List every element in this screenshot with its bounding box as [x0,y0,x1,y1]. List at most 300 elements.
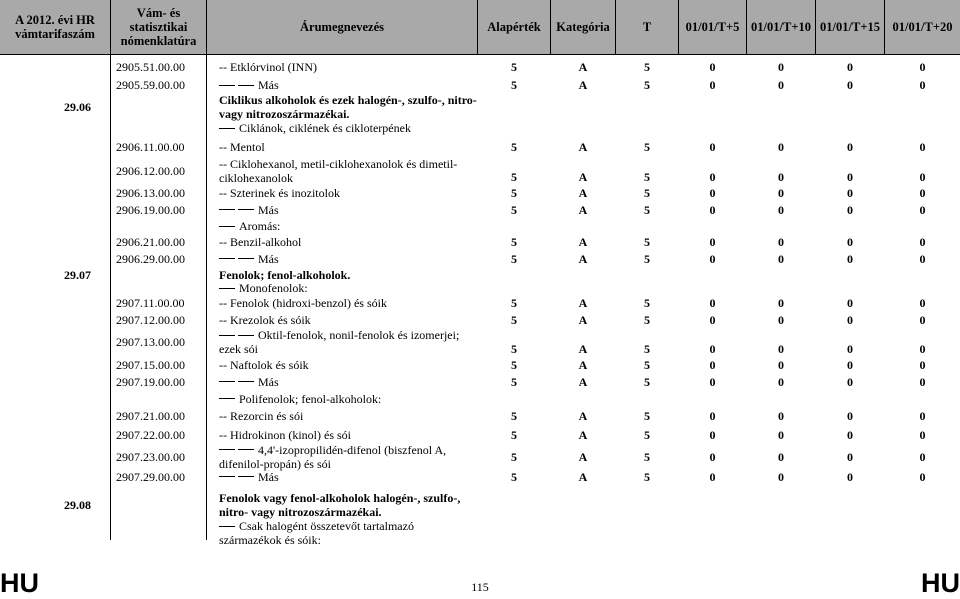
nomenclature-code: 2907.12.00.00 [116,312,185,327]
description-text: Krezolok és sóik [230,312,311,327]
hr-heading-code: 29.06 [64,100,91,114]
nomenclature-code: 2907.13.00.00 [116,335,185,349]
rate-cell [885,218,960,234]
nomenclature-code [116,120,206,136]
rate-cell: 0 [847,357,853,372]
nomenclature-code: 2907.11.00.00 [116,295,185,310]
nomenclature-code [116,282,206,294]
rate-cell [551,120,615,136]
rate-cell: 5 [511,295,517,310]
rate-cell [747,267,815,282]
rate-cell [616,485,678,525]
hr-heading-code [64,218,110,234]
indent-dash [219,526,235,527]
indent-prefix: -- [219,312,227,327]
table-row [0,76,960,94]
rate-cell: A [578,427,588,442]
hr-heading-code [64,76,110,94]
rate-cell: 0 [709,235,716,249]
rate-cell: 0 [847,469,853,484]
rate-cell [551,390,615,407]
description-text: Fenolok vagy fenol-alkoholok halogén-, szulfo-, nitro- vagy nitrozoszármazékai. [219,491,461,519]
nomenclature-code: 2907.22.00.00 [116,427,185,442]
rate-cell [616,218,678,234]
rate-cell: 0 [709,202,716,217]
rate-cell: 0 [709,449,716,464]
indent-dash [219,476,235,477]
rate-cell [478,485,550,525]
rate-cell: 0 [709,295,716,310]
table-row [0,390,960,407]
description-text: Más [258,202,279,217]
nomenclature-code: 2906.12.00.00 [116,163,185,178]
rate-cell: 0 [919,449,926,464]
hr-heading-code [64,356,110,373]
rate-cell [816,390,884,407]
rate-cell: 0 [709,342,716,356]
rate-cell [478,282,550,294]
rate-cell [478,390,550,407]
hr-heading-code [64,311,110,328]
nomenclature-code [116,390,206,407]
rate-cell: 0 [778,295,784,310]
rate-cell: 0 [847,312,853,327]
hr-heading-code [64,157,110,184]
rate-cell: 0 [847,185,853,200]
table-row [0,184,960,201]
rate-cell [885,282,960,294]
rate-cell [478,120,550,136]
table-row [0,311,960,328]
rate-cell: A [578,60,588,74]
rate-cell: 5 [644,427,650,442]
indent-dash [219,335,235,336]
nomenclature-code [116,267,206,282]
hr-heading-code [64,250,110,267]
description-cell [219,157,477,184]
rate-cell: 5 [511,449,517,464]
rate-cell: 0 [919,185,926,200]
rate-cell: 5 [644,139,650,154]
table-row [0,328,960,356]
table-row [0,157,960,184]
rate-cell [885,120,960,136]
rate-cell: A [578,342,588,356]
table-row [0,356,960,373]
page-number: 115 [471,580,489,594]
nomenclature-code: 2906.11.00.00 [116,139,185,154]
rate-cell [616,390,678,407]
rate-cell: 0 [778,235,784,249]
description-text: Oktil-fenolok, nonil-fenolok és izomerjei; ezek sói [219,328,460,356]
nomenclature-code: 2907.29.00.00 [116,469,185,484]
indent-dash [238,381,254,382]
rate-cell: 0 [709,469,716,484]
description-cell [219,94,477,120]
hr-heading-code [64,525,110,541]
hr-heading-code [64,282,110,294]
table-row [0,424,960,445]
indent-prefix: -- [219,427,227,442]
footer-country-right: HU [921,568,960,598]
rate-cell: 0 [919,295,926,310]
table-row [0,120,960,136]
indent-prefix: -- [219,185,227,200]
rate-cell [616,120,678,136]
rate-cell: 5 [644,374,650,389]
header-base-rate: Alapérték [487,20,541,34]
rate-cell: A [578,78,588,92]
rate-cell: 0 [919,60,926,74]
nomenclature-code: 2907.21.00.00 [116,408,185,423]
description-text: Etklórvinol (INN) [230,60,317,74]
rate-cell [747,218,815,234]
column-divider [550,0,551,54]
header-t15: 01/01/T+15 [820,20,880,34]
rate-cell [679,282,746,294]
rate-cell: 5 [644,408,650,423]
rate-cell [816,94,884,120]
table-row [0,373,960,390]
rate-cell: 0 [847,427,853,442]
indent-dash [219,258,235,259]
rate-cell [885,485,960,525]
rate-cell: 0 [709,170,716,184]
rate-cell: 0 [778,357,784,372]
rate-cell: 0 [847,251,853,266]
rate-cell: 0 [778,469,784,484]
indent-dash [219,209,235,210]
description-cell [219,58,477,76]
rate-cell [747,525,815,541]
rate-cell: 5 [511,427,517,442]
rate-cell [551,485,615,525]
rate-cell: 0 [778,60,784,74]
rate-cell [551,218,615,234]
rate-cell: 0 [919,408,926,423]
rate-cell [747,390,815,407]
rate-cell [551,267,615,282]
footer-country-left: HU [0,568,39,598]
description-cell [219,282,477,294]
indent-prefix: -- [219,357,227,372]
rate-cell: 5 [511,60,517,74]
description-text: Más [258,469,279,484]
rate-cell: 0 [709,78,716,92]
indent-dash [238,209,254,210]
description-text: Csak halogént összetevőt tartalmazó származékok és sóik: [219,519,414,547]
table-row [0,519,960,547]
header-t10: 01/01/T+10 [751,20,811,34]
rate-cell [551,282,615,294]
rate-cell: 5 [511,469,517,484]
rate-cell: 0 [847,170,853,184]
table-row [0,58,960,76]
page-footer [0,560,960,598]
rate-cell [679,120,746,136]
description-cell [219,328,477,356]
rate-cell: 5 [644,60,650,74]
rate-cell [679,267,746,282]
rate-cell: 5 [644,469,650,484]
rate-cell [885,390,960,407]
table-row [0,234,960,250]
nomenclature-code [116,94,206,120]
description-cell [219,390,477,407]
rate-cell [679,390,746,407]
description-text: Benzil-alkohol [230,235,302,249]
rate-cell: 0 [919,357,926,372]
rate-cell: 5 [511,170,517,184]
rate-cell [616,525,678,541]
rate-cell: 0 [919,170,926,184]
nomenclature-code: 2905.59.00.00 [116,78,185,92]
rate-cell: 0 [919,342,926,356]
column-divider [746,0,747,54]
header-category: Kategória [556,20,610,34]
rate-cell: 5 [644,185,650,200]
header-nomenclature: Vám- és statisztikai nómenklatúra [120,6,197,48]
hr-heading-code [64,390,110,407]
indent-dash [219,226,235,227]
rate-cell: 0 [778,427,784,442]
table-row [0,201,960,218]
description-cell [219,201,477,218]
rate-cell: 5 [644,170,650,184]
description-cell [219,120,477,136]
rate-cell [816,267,884,282]
description-cell [219,76,477,94]
hr-heading-code [64,120,110,136]
rate-cell: 0 [919,202,926,217]
description-text: Fenolok (hidroxi-benzol) és sóik [230,295,387,310]
indent-dash [238,476,254,477]
rate-cell [816,218,884,234]
rate-cell: 0 [709,185,716,200]
rate-cell: 0 [778,78,784,92]
table-header [0,0,960,55]
rate-cell: 0 [847,202,853,217]
rate-cell: 0 [709,374,716,389]
description-text: Aromás: [239,219,281,233]
rate-cell: 5 [511,185,517,200]
rate-cell: 0 [847,342,853,356]
header-hr-code: A 2012. évi HR vámtarifaszám [15,13,95,41]
indent-dash [219,449,235,450]
rate-cell: A [578,408,588,423]
indent-dash [219,288,235,289]
indent-dash [238,335,254,336]
rate-cell [616,267,678,282]
hr-heading-code [64,468,110,485]
rate-cell: 5 [511,312,517,327]
rate-cell: 0 [709,427,716,442]
rate-cell: A [578,374,588,389]
rate-cell: 5 [644,235,650,249]
rate-cell [747,120,815,136]
column-divider [477,0,478,54]
description-cell [219,136,477,157]
hr-heading-code [64,184,110,201]
description-cell [219,234,477,250]
description-text: Fenolok; fenol-alkoholok. [219,267,351,282]
column-divider [615,0,616,54]
indent-dash [238,258,254,259]
indent-dash [219,85,235,86]
rate-cell [679,94,746,120]
rate-cell: 5 [511,235,517,249]
table-row [0,294,960,311]
header-t: T [642,20,652,34]
rate-cell [885,94,960,120]
nomenclature-code: 2906.13.00.00 [116,185,185,200]
rate-cell: 0 [919,139,926,154]
nomenclature-code: 2906.21.00.00 [116,235,185,249]
rate-cell: 5 [511,374,517,389]
rate-cell: A [578,449,588,464]
table-row [0,94,960,120]
description-cell [219,267,477,282]
hr-heading-code [64,201,110,218]
table-row [0,407,960,424]
rate-cell: 5 [644,449,650,464]
description-text: Naftolok és sóik [230,357,309,372]
rate-cell [478,94,550,120]
rate-cell: A [578,202,588,217]
header-t5: 01/01/T+5 [685,20,740,34]
rate-cell: A [578,312,588,327]
rate-cell [885,267,960,282]
rate-cell: 0 [778,170,784,184]
rate-cell: 0 [919,427,926,442]
description-cell [219,311,477,328]
nomenclature-code: 2906.29.00.00 [116,251,185,266]
rate-cell: 0 [778,185,784,200]
rate-cell [478,267,550,282]
hr-heading-code: 29.08 [64,498,91,512]
nomenclature-code [116,525,206,541]
rate-cell: 0 [847,235,853,249]
description-text: Más [258,251,279,266]
rate-cell: 0 [709,357,716,372]
rate-cell [747,485,815,525]
hr-heading-code: 29.07 [64,267,91,282]
rate-cell: A [578,251,588,266]
description-cell [219,218,477,234]
rate-cell: 5 [644,342,650,356]
rate-cell: 0 [709,60,716,74]
description-cell [219,442,477,471]
rate-cell: 5 [511,251,517,266]
rate-cell: 5 [511,357,517,372]
description-text: Ciklikus alkoholok és ezek halogén-, szulfo-, nitro- vagy nitrozoszármazékai. [219,93,477,121]
description-text: Más [258,374,279,389]
nomenclature-code: 2907.23.00.00 [116,449,185,464]
rate-cell: 0 [919,78,926,92]
description-text: Rezorcin és sói [230,408,304,423]
rate-cell: 0 [919,312,926,327]
indent-prefix: -- [219,408,227,423]
description-cell [219,407,477,424]
rate-cell [679,525,746,541]
indent-prefix: -- [219,295,227,310]
table-row [0,485,960,525]
rate-cell: A [578,139,588,154]
indent-dash [238,449,254,450]
nomenclature-code: 2907.19.00.00 [116,374,185,389]
rate-cell: 5 [511,202,517,217]
rate-cell [816,525,884,541]
hr-heading-code [64,294,110,311]
rate-cell: 5 [511,139,517,154]
description-text: Ciklohexanol, metil-ciklohexanolok és dimetil-ciklohexanolok [219,156,458,185]
hr-heading-code [64,424,110,445]
rate-cell: 0 [778,342,784,356]
rate-cell [885,525,960,541]
rate-cell: 0 [919,251,926,266]
rate-cell [679,218,746,234]
rate-cell: 0 [778,374,784,389]
indent-dash [219,128,235,129]
rate-cell: 5 [644,295,650,310]
rate-cell: 0 [709,251,716,266]
description-text: Hidrokinon (kinol) és sói [230,427,351,442]
table-row [0,468,960,485]
description-cell [219,294,477,311]
description-text: Ciklánok, ciklének és cikloterpének [239,121,411,135]
table-row [0,218,960,234]
table-row [0,267,960,282]
hr-heading-code [64,328,110,356]
description-text: Monofenolok: [239,281,308,295]
description-cell [219,250,477,267]
column-divider [884,0,885,54]
rate-cell: 0 [847,78,853,92]
rate-cell: 0 [778,202,784,217]
rate-cell: 5 [511,342,517,356]
rate-cell: A [578,469,588,484]
rate-cell: 0 [919,374,926,389]
table-row [0,136,960,157]
rate-cell: A [578,357,588,372]
nomenclature-code [116,218,206,234]
rate-cell: 0 [847,139,853,154]
rate-cell: 0 [847,295,853,310]
hr-heading-code [64,58,110,76]
header-t20: 01/01/T+20 [892,20,953,34]
rate-cell: 5 [644,251,650,266]
rate-cell: A [578,185,588,200]
table-row [0,442,960,471]
rate-cell [616,282,678,294]
rate-cell [747,282,815,294]
description-cell [219,373,477,390]
rate-cell [816,485,884,525]
rate-cell: 0 [847,374,853,389]
indent-prefix: -- [219,139,227,154]
rate-cell: 0 [778,139,784,154]
rate-cell: 0 [709,312,716,327]
indent-dash [238,85,254,86]
rate-cell [816,120,884,136]
rate-cell [616,94,678,120]
nomenclature-code [116,485,206,525]
header-description: Árumegnevezés [300,20,384,34]
indent-dash [219,398,235,399]
indent-prefix: -- [219,60,227,74]
rate-cell [478,218,550,234]
indent-prefix: -- [219,235,227,249]
